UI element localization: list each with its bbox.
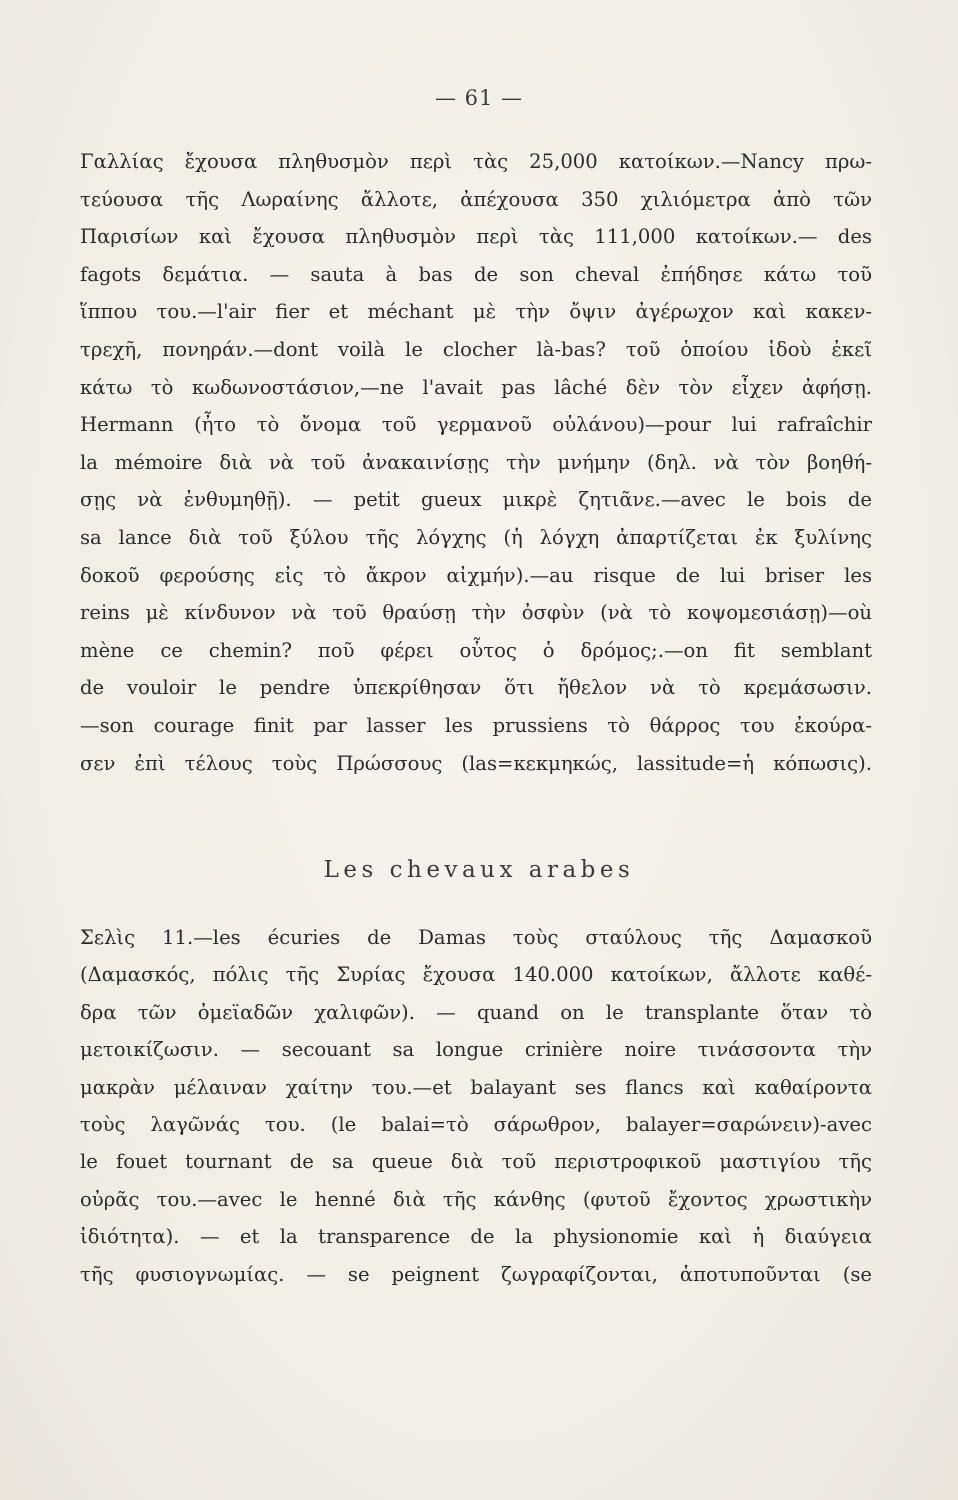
text-line: τεύουσα τῆς Λωραίνης ἄλλοτε, ἀπέχουσα 350 χιλιόμετρα ἀπὸ τῶν bbox=[80, 187, 872, 211]
text-line: (Δαμασκός, πόλις τῆς Συρίας ἔχουσα 140.000 κατοίκων, ἄλλοτε καθέ- bbox=[80, 963, 872, 987]
text-line: de vouloir le pendre ὑπεκρίθησαν ὅτι ἤθελον νὰ τὸ κρεμάσωσιν. bbox=[80, 676, 872, 700]
text-line: κάτω τὸ κωδωνοστάσιον,—ne l'avait pas lâché δὲν τὸν εἶχεν ἀφήσῃ. bbox=[80, 375, 872, 399]
section-heading: Les chevaux arabes bbox=[323, 857, 635, 883]
text-line: δοκοῦ φερούσης εἰς τὸ ἄκρον αἰχμήν).—au risque de lui briser les bbox=[80, 563, 872, 587]
page-number: — 61 — bbox=[434, 86, 524, 110]
text-line: τρεχῆ, πονηράν.—dont voilà le clocher là-bas? τοῦ ὁποίου ἰδοὺ ἐκεῖ bbox=[80, 337, 872, 361]
text-line: δρα τῶν ὀμεϊαδῶν χαλιφῶν). — quand on le transplante ὅταν τὸ bbox=[80, 1000, 872, 1024]
text-line: Hermann (ἦτο τὸ ὄνομα τοῦ γερμανοῦ οὐλάνου)—pour lui rafraîchir bbox=[80, 413, 872, 437]
text-line: Γαλλίας ἔχουσα πληθυσμὸν περὶ τὰς 25,000 κατοίκων.—Nancy πρω- bbox=[80, 150, 872, 173]
text-line: μακρὰν μέλαιναν χαίτην του.—et balayant ses flancs καὶ καθαίροντα bbox=[80, 1075, 872, 1099]
text-line: τῆς φυσιογνωμίας. — se peignent ζωγραφίζονται, ἀποτυποῦνται (se bbox=[80, 1262, 872, 1286]
text-line: Παρισίων καὶ ἔχουσα πληθυσμὸν περὶ τὰς 111,000 κατοίκων.— des bbox=[80, 225, 872, 249]
text-line: οὐρᾶς του.—avec le henné διὰ τῆς κάνθης (φυτοῦ ἔχοντος χρωστικὴν bbox=[80, 1187, 872, 1211]
text-line: reins μὲ κίνδυνον νὰ τοῦ θραύσῃ τὴν ὀσφὺν (νὰ τὸ κοψομεσιάσῃ)—où bbox=[80, 601, 872, 625]
text-line: σεν ἐπὶ τέλους τοὺς Πρώσσους (las=κεκμηκώς, lassitude=ἡ κόπωσις). bbox=[80, 751, 872, 775]
text-line: le fouet tournant de sa queue διὰ τοῦ περιστροφικοῦ μαστιγίου τῆς bbox=[80, 1150, 872, 1174]
text-line: mène ce chemin? ποῦ φέρει οὗτος ὁ δρόμος;.—on fit semblant bbox=[80, 638, 872, 662]
text-line: Σελὶς 11.—les écuries de Damas τοὺς σταύλους τῆς Δαμασκοῦ bbox=[80, 926, 872, 949]
paragraph-vocabulary-notes-2 bbox=[80, 919, 872, 1293]
text-line: —son courage finit par lasser les prussiens τὸ θάρρος του ἐκούρα- bbox=[80, 713, 872, 737]
text-line: μετοικίζωσιν. — secouant sa longue crinière noire τινάσσοντα τὴν bbox=[80, 1038, 872, 1062]
paragraph-vocabulary-notes-1 bbox=[80, 143, 872, 782]
text-line: la mémoire διὰ νὰ τοῦ ἀνακαινίσῃς τὴν μνήμην (δηλ. νὰ τὸν βοηθή- bbox=[80, 450, 872, 474]
text-line: ἵππου του.—l'air fier et méchant μὲ τὴν ὄψιν ἀγέρωχον καὶ κακεν- bbox=[80, 300, 872, 324]
text-line: fagots δεμάτια. — sauta à bas de son cheval ἐπήδησε κάτω τοῦ bbox=[80, 262, 872, 286]
text-line: sa lance διὰ τοῦ ξύλου τῆς λόγχης (ἡ λόγχη ἀπαρτίζεται ἐκ ξυλίνης bbox=[80, 525, 872, 549]
text-line: σῃς νὰ ἐνθυμηθῇ). — petit gueux μικρὲ ζητιᾶνε.—avec le bois de bbox=[80, 488, 872, 512]
text-line: τοὺς λαγῶνάς του. (le balai=τὸ σάρωθρον, balayer=σαρώνειν)-avec bbox=[80, 1113, 872, 1137]
text-line: ἰδιότητα). — et la transparence de la physionomie καὶ ἡ διαύγεια bbox=[80, 1225, 872, 1249]
